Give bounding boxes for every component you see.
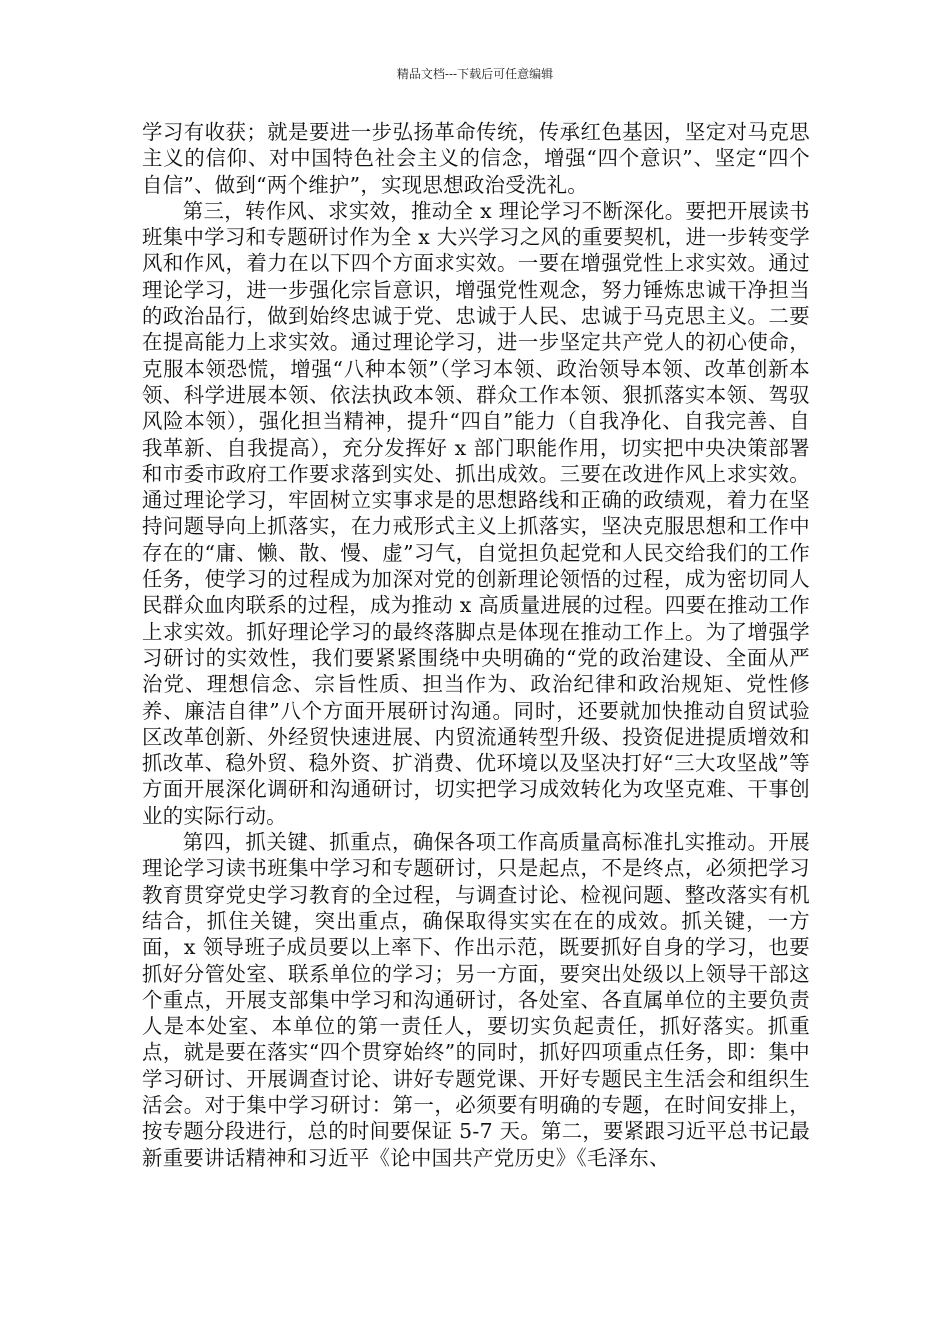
page-header: 精品文档---下载后可任意编辑 [396, 67, 554, 81]
paragraph-2: 第三，转作风、求实效，推动全 x 理论学习不断深化。要把开展读书班集中学习和专题研讨作为全 x 大兴学习之风的重要契机，进一步转变学风和作风，着力在以下四个方面求实效。一要在增强党性上求实效。通过理论学习，进一步强化宗旨意识，增强党性观念，努力锤炼忠诚干净担当的政治品行，做到始终忠诚于党、忠诚于人民、忠诚于马克思主义。二要在提高能力上求实效。通过理论学习，进一步坚定共产党人的初心使命，克服本领恐慌，增强“八种本领”（学习本领、政治领导本领、改革创新本领、科学进展本领、依法执政本领、群众工作本领、狠抓落实本领、驾驭风险本领），强化担当精神，提升“四自”能力（自我净化、自我完善、自我革新、自我提高），充分发挥好 x 部门职能作用，切实把中央决策部署和市委市政府工作要求落到实处、抓出成效。三要在改进作风上求实效。通过理论学习，牢固树立实事求是的思想路线和正确的政绩观，着力在坚持问题导向上抓落实，在力戒形式主义上抓落实，坚决克服思想和工作中存在的“庸、懒、散、慢、虚”习气，自觉担负起党和人民交给我们的工作任务，使学习的过程成为加深对党的创新理论领悟的过程，成为密切同人民群众血肉联系的过程，成为推动 x 高质量进展的过程。四要在推动工作上求实效。抓好理论学习的最终落脚点是体现在推动工作上。为了增强学习研讨的实效性，我们要紧紧围绕中央明确的“党的政治建设、全面从严治党、理想信念、宗旨性质、担当作为、政治纪律和政治规矩、党性修养、廉洁自律”八个方面开展研讨沟通。同时，还要就加快推动自贸试验区改革创新、外经贸快速进展、内贸流通转型升级、投资促进提质增效和抓改革、稳外贸、稳外资、扩消费、优环境以及坚决打好“三大攻坚战”等方面开展深化调研和沟通研讨，切实把学习成效转化为攻坚克难、干事创业的实际行动。 [142, 198, 810, 828]
paragraph-1: 学习有收获；就是要进一步弘扬革命传统，传承红色基因，坚定对马克思主义的信仰、对中国特色社会主义的信念，增强“四个意识”、坚定“四个自信”、做到“两个维护”，实现思想政治受洗礼。 [142, 120, 810, 197]
paragraph-3: 第四，抓关键、抓重点，确保各项工作高质量高标准扎实推动。开展理论学习读书班集中学习和专题研讨，只是起点，不是终点，必须把学习教育贯穿党史学习教育的全过程，与调查讨论、检视问题、整改落实有机结合，抓住关键，突出重点，确保取得实实在在的成效。抓关键，一方面，x 领导班子成员要以上率下、作出示范，既要抓好自身的学习，也要抓好分管处室、联系单位的学习；另一方面，要突出处级以上领导干部这个重点，开展支部集中学习和沟通研讨，各处室、各直属单位的主要负责人是本处室、本单位的第一责任人，要切实负起责任，抓好落实。抓重点，就是要在落实“四个贯穿始终”的同时，抓好四项重点任务，即：集中学习研讨、开展调查讨论、讲好专题党课、开好专题民主生活会和组织生活会。对于集中学习研讨：第一，必须要有明确的专题，在时间安排上，按专题分段进行，总的时间要保证 5-7 天。第二，要紧跟习近平总书记最新重要讲话精神和习近平《论中国共产党历史》《毛泽东、 [142, 830, 811, 1170]
document-body [142, 119, 810, 1171]
